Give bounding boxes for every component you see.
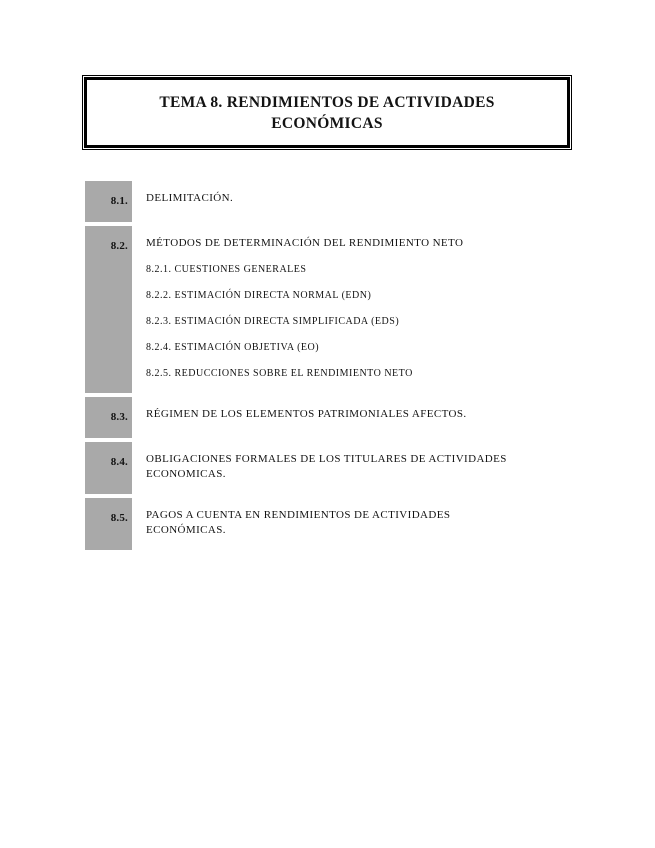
section-number-bar bbox=[85, 442, 132, 494]
document-title-line-1: TEMA 8. RENDIMIENTOS DE ACTIVIDADES bbox=[159, 93, 495, 111]
section-title-line-1: PAGOS A CUENTA EN RENDIMIENTOS DE ACTIVIDADES bbox=[146, 509, 451, 521]
section-title: MÉTODOS DE DETERMINACIÓN DEL RENDIMIENTO NETO bbox=[146, 237, 464, 249]
section-content bbox=[132, 226, 544, 393]
section-number: 8.3. bbox=[110, 411, 128, 423]
section-title: DELIMITACIÓN. bbox=[146, 192, 234, 204]
section-content bbox=[132, 181, 544, 222]
section-title-line-2: ECONOMICAS. bbox=[146, 468, 226, 480]
section-content bbox=[132, 442, 544, 494]
section-number-bar bbox=[85, 226, 132, 393]
subsection-item: 8.2.1. CUESTIONES GENERALES bbox=[146, 264, 307, 275]
table-of-contents bbox=[85, 181, 555, 554]
document-title-line-2: ECONÓMICAS bbox=[271, 114, 383, 132]
section-number: 8.2. bbox=[110, 240, 128, 252]
section-number-bar bbox=[85, 498, 132, 550]
subsection-item: 8.2.4. ESTIMACIÓN OBJETIVA (EO) bbox=[146, 342, 320, 353]
title-box-inner-border bbox=[84, 77, 570, 148]
subsection-item: 8.2.5. REDUCCIONES SOBRE EL RENDIMIENTO NETO bbox=[146, 368, 413, 379]
section-number-bar bbox=[85, 181, 132, 222]
toc-section-8-3 bbox=[85, 397, 555, 438]
subsection-item: 8.2.3. ESTIMACIÓN DIRECTA SIMPLIFICADA (EDS) bbox=[146, 316, 400, 327]
subsection-item: 8.2.2. ESTIMACIÓN DIRECTA NORMAL (EDN) bbox=[146, 290, 372, 301]
section-number: 8.1. bbox=[110, 195, 128, 207]
toc-section-8-5 bbox=[85, 498, 555, 550]
section-title-line-1: OBLIGACIONES FORMALES DE LOS TITULARES DE ACTIVIDADES bbox=[146, 453, 507, 465]
section-number: 8.5. bbox=[110, 512, 128, 524]
title-box bbox=[82, 75, 572, 150]
section-number: 8.4. bbox=[110, 456, 128, 468]
section-title-line-2: ECONÓMICAS. bbox=[146, 524, 226, 536]
toc-section-8-4 bbox=[85, 442, 555, 494]
section-content bbox=[132, 498, 544, 550]
section-number-bar bbox=[85, 397, 132, 438]
section-content bbox=[132, 397, 544, 438]
toc-section-8-1 bbox=[85, 181, 555, 222]
section-title: RÉGIMEN DE LOS ELEMENTOS PATRIMONIALES AFECTOS. bbox=[146, 408, 467, 420]
toc-section-8-2 bbox=[85, 226, 555, 393]
